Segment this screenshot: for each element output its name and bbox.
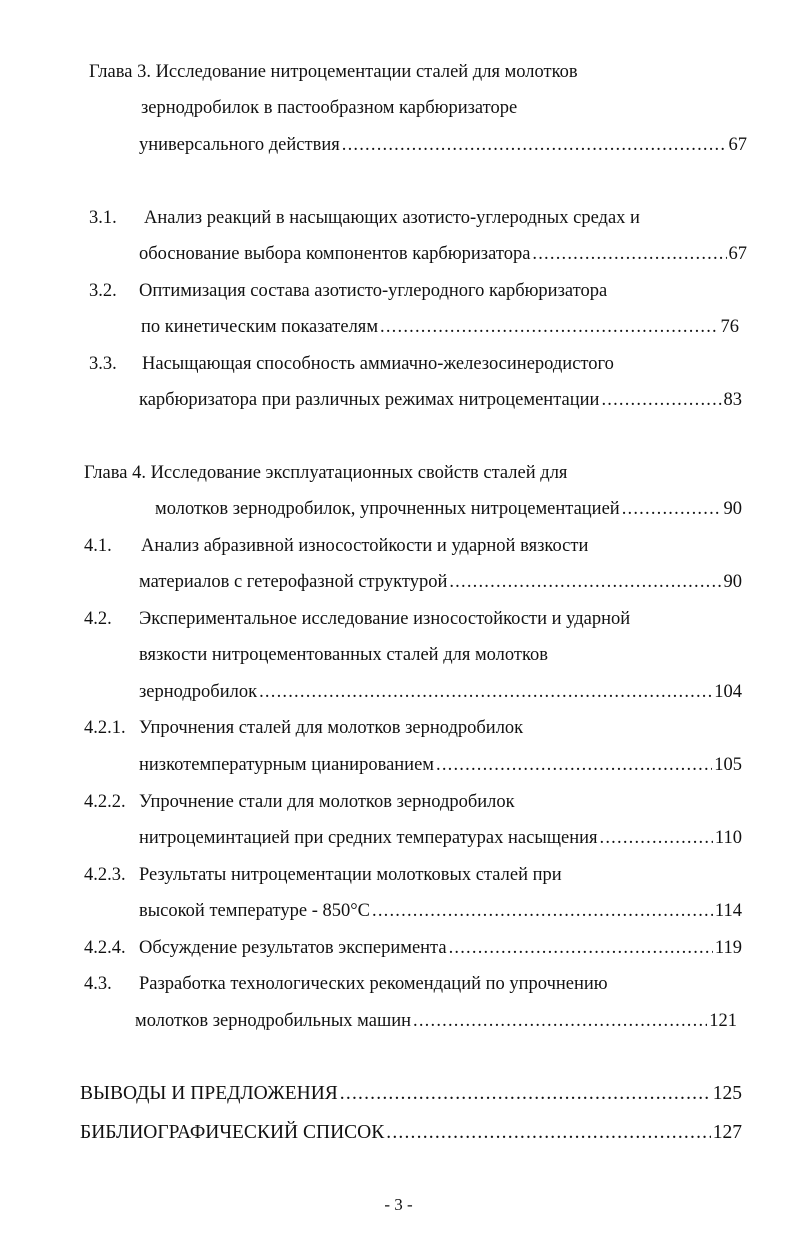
dot-leader <box>372 899 713 923</box>
section-4-2-1-line1: Упрочнения сталей для молотков зернодробилок <box>139 718 524 738</box>
chapter4-page: 90 <box>723 499 742 519</box>
section-4-2-line1: Экспериментальное исследование износостойкости и ударной <box>139 609 631 629</box>
dot-leader <box>436 753 712 777</box>
conclusions-page: 125 <box>712 1083 742 1104</box>
section-3-3-entry[interactable] <box>139 388 742 412</box>
section-4-1-page: 90 <box>723 572 742 592</box>
section-4-2-2-page: 110 <box>714 828 742 848</box>
section-4-2-2-line2: нитроцеминтацией при средних температурах насыщения <box>139 828 598 848</box>
bibliography-entry[interactable] <box>80 1121 742 1145</box>
chapter3-title-line2: зернодробилок в пастообразном карбюризаторе <box>141 98 518 118</box>
section-4-2-4-page: 119 <box>714 938 742 958</box>
chapter4-title-line2: молотков зернодробилок, упрочненных нитроцементацией <box>155 499 620 519</box>
section-4-1-line2: материалов с гетерофазной структурой <box>139 572 448 592</box>
dot-leader <box>449 936 713 960</box>
section-3-3-line2: карбюризатора при различных режимах нитроцементации <box>139 390 600 410</box>
dot-leader <box>449 570 721 594</box>
section-4-2-entry[interactable] <box>139 680 742 704</box>
bibliography-page: 127 <box>712 1122 742 1143</box>
section-4-3-page: 121 <box>709 1011 737 1031</box>
section-3-2-line2: по кинетическим показателям <box>141 317 379 337</box>
chapter4-title-line1: Глава 4. Исследование эксплуатационных свойств сталей для <box>84 463 568 483</box>
section-4-2-2-line1: Упрочнение стали для молотков зернодробилок <box>139 792 515 812</box>
section-4-1-number: 4.1. <box>84 536 112 556</box>
section-4-2-1-line2: низкотемпературным цианированием <box>139 755 434 775</box>
section-3-2-number: 3.2. <box>89 281 117 301</box>
section-3-1-page: 67 <box>728 244 747 264</box>
section-4-2-3-number: 4.2.3. <box>84 865 126 885</box>
section-4-1-line1: Анализ абразивной износостойкости и ударной вязкости <box>141 536 589 556</box>
section-3-2-page: 76 <box>720 317 739 337</box>
section-3-2-line1: Оптимизация состава азотисто-углеродного карбюризатора <box>139 281 608 301</box>
conclusions-entry[interactable] <box>80 1082 742 1106</box>
dot-leader <box>601 388 721 412</box>
section-3-1-number: 3.1. <box>89 208 117 228</box>
dot-leader <box>600 826 713 850</box>
section-4-3-entry[interactable] <box>135 1009 737 1033</box>
chapter3-title-line3: универсального действия <box>139 135 340 155</box>
section-3-1-line1: Анализ реакций в насыщающих азотисто-углеродных средах и <box>144 208 640 228</box>
chapter3-page: 67 <box>728 135 747 155</box>
section-4-2-3-line1: Результаты нитроцементации молотковых сталей при <box>139 865 562 885</box>
section-3-3-number: 3.3. <box>89 354 117 374</box>
dot-leader <box>340 1082 711 1106</box>
section-4-2-2-number: 4.2.2. <box>84 792 126 812</box>
section-3-1-line2: обоснование выбора компонентов карбюризатора <box>139 244 531 264</box>
section-4-2-page: 104 <box>714 682 742 702</box>
section-3-1-entry[interactable] <box>139 242 747 266</box>
chapter3-entry[interactable] <box>139 133 747 157</box>
section-4-2-4-entry[interactable] <box>139 936 742 960</box>
section-4-2-3-line2: высокой температуре - 850°С <box>139 901 370 921</box>
section-3-2-entry[interactable] <box>141 315 739 339</box>
section-4-3-line1: Разработка технологических рекомендаций по упрочнению <box>139 974 608 994</box>
dot-leader <box>380 315 718 339</box>
dot-leader <box>342 133 727 157</box>
section-4-2-2-entry[interactable] <box>139 826 742 850</box>
section-4-2-line2: вязкости нитроцементованных сталей для молотков <box>139 645 549 665</box>
section-4-2-3-entry[interactable] <box>139 899 742 923</box>
dot-leader <box>622 497 722 521</box>
bibliography-title: БИБЛИОГРАФИЧЕСКИЙ СПИСОК <box>80 1122 385 1143</box>
dot-leader <box>259 680 712 704</box>
section-3-3-line1: Насыщающая способность аммиачно-железосинеродистого <box>142 354 614 374</box>
section-4-1-entry[interactable] <box>139 570 742 594</box>
conclusions-title: ВЫВОДЫ И ПРЕДЛОЖЕНИЯ <box>80 1083 338 1104</box>
dot-leader <box>532 242 726 266</box>
section-4-2-4-number: 4.2.4. <box>84 938 126 958</box>
chapter3-title-line1: Глава 3. Исследование нитроцементации сталей для молотков <box>89 62 578 82</box>
chapter4-entry[interactable] <box>155 497 742 521</box>
section-4-2-4-line1: Обсуждение результатов эксперимента <box>139 938 447 958</box>
section-4-3-number: 4.3. <box>84 974 112 994</box>
section-4-2-3-page: 114 <box>714 901 742 921</box>
dot-leader <box>386 1121 711 1145</box>
section-4-2-line3: зернодробилок <box>139 682 258 702</box>
section-4-3-line2: молотков зернодробильных машин <box>135 1011 412 1031</box>
section-3-3-page: 83 <box>723 390 742 410</box>
section-4-2-1-entry[interactable] <box>139 753 742 777</box>
section-4-2-number: 4.2. <box>84 609 112 629</box>
section-4-2-1-number: 4.2.1. <box>84 718 126 738</box>
dot-leader <box>413 1009 707 1033</box>
section-4-2-1-page: 105 <box>714 755 742 775</box>
page-number: - 3 - <box>384 1195 413 1214</box>
